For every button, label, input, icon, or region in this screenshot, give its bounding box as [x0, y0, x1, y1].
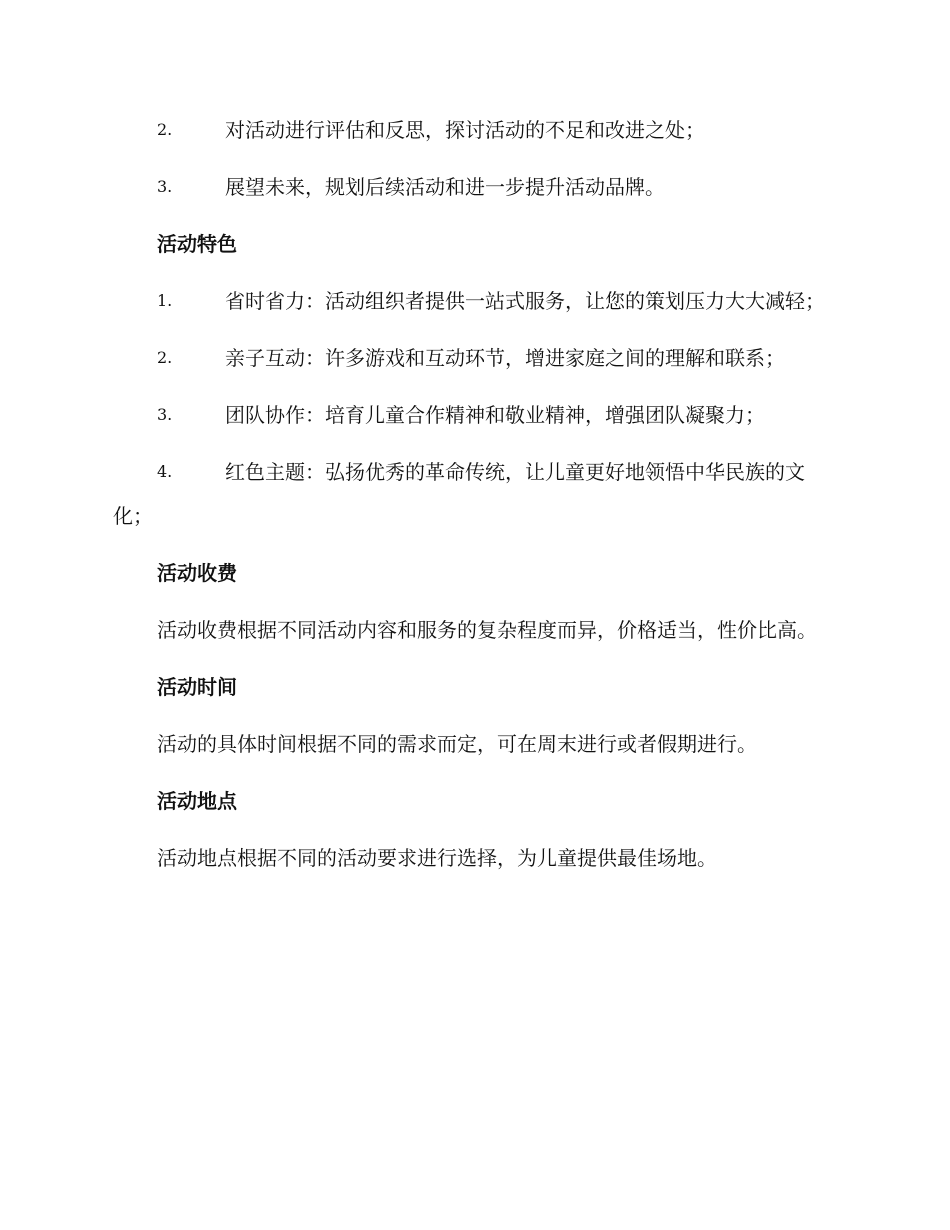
list-text: 展望未来，规划后续活动和进一步提升活动品牌。 — [225, 175, 665, 199]
section-heading-fees: 活动收费 — [157, 561, 237, 585]
section-heading-features: 活动特色 — [157, 232, 237, 256]
list-number: 1. — [157, 291, 173, 310]
list-item — [113, 165, 837, 209]
document-page — [113, 108, 837, 893]
list-text: 团队协作：培育儿童合作精神和敬业精神，增强团队凝聚力； — [225, 403, 765, 427]
paragraph-location: 活动地点根据不同的活动要求进行选择，为儿童提供最佳场地。 — [157, 846, 717, 870]
list-item — [113, 393, 837, 437]
list-text: 对活动进行评估和反思，探讨活动的不足和改进之处； — [225, 118, 705, 142]
list-number: 2. — [157, 348, 173, 367]
paragraph-time: 活动的具体时间根据不同的需求而定，可在周末进行或者假期进行。 — [157, 732, 757, 756]
list-number: 3. — [157, 405, 173, 424]
list-number: 4. — [157, 462, 173, 481]
list-item — [113, 279, 837, 323]
list-text: 亲子互动：许多游戏和互动环节，增进家庭之间的理解和联系； — [225, 346, 785, 370]
list-text: 红色主题：弘扬优秀的革命传统，让儿童更好地领悟中华民族的文化； — [113, 460, 805, 528]
list-text: 省时省力：活动组织者提供一站式服务，让您的策划压力大大减轻； — [225, 289, 825, 313]
list-item — [113, 336, 837, 380]
list-number: 3. — [157, 177, 173, 196]
list-number: 2. — [157, 120, 173, 139]
paragraph-fees: 活动收费根据不同活动内容和服务的复杂程度而异，价格适当，性价比高。 — [157, 618, 817, 642]
section-heading-time: 活动时间 — [157, 675, 237, 699]
section-heading-location: 活动地点 — [157, 789, 237, 813]
list-item — [113, 450, 837, 538]
list-item — [113, 108, 837, 152]
